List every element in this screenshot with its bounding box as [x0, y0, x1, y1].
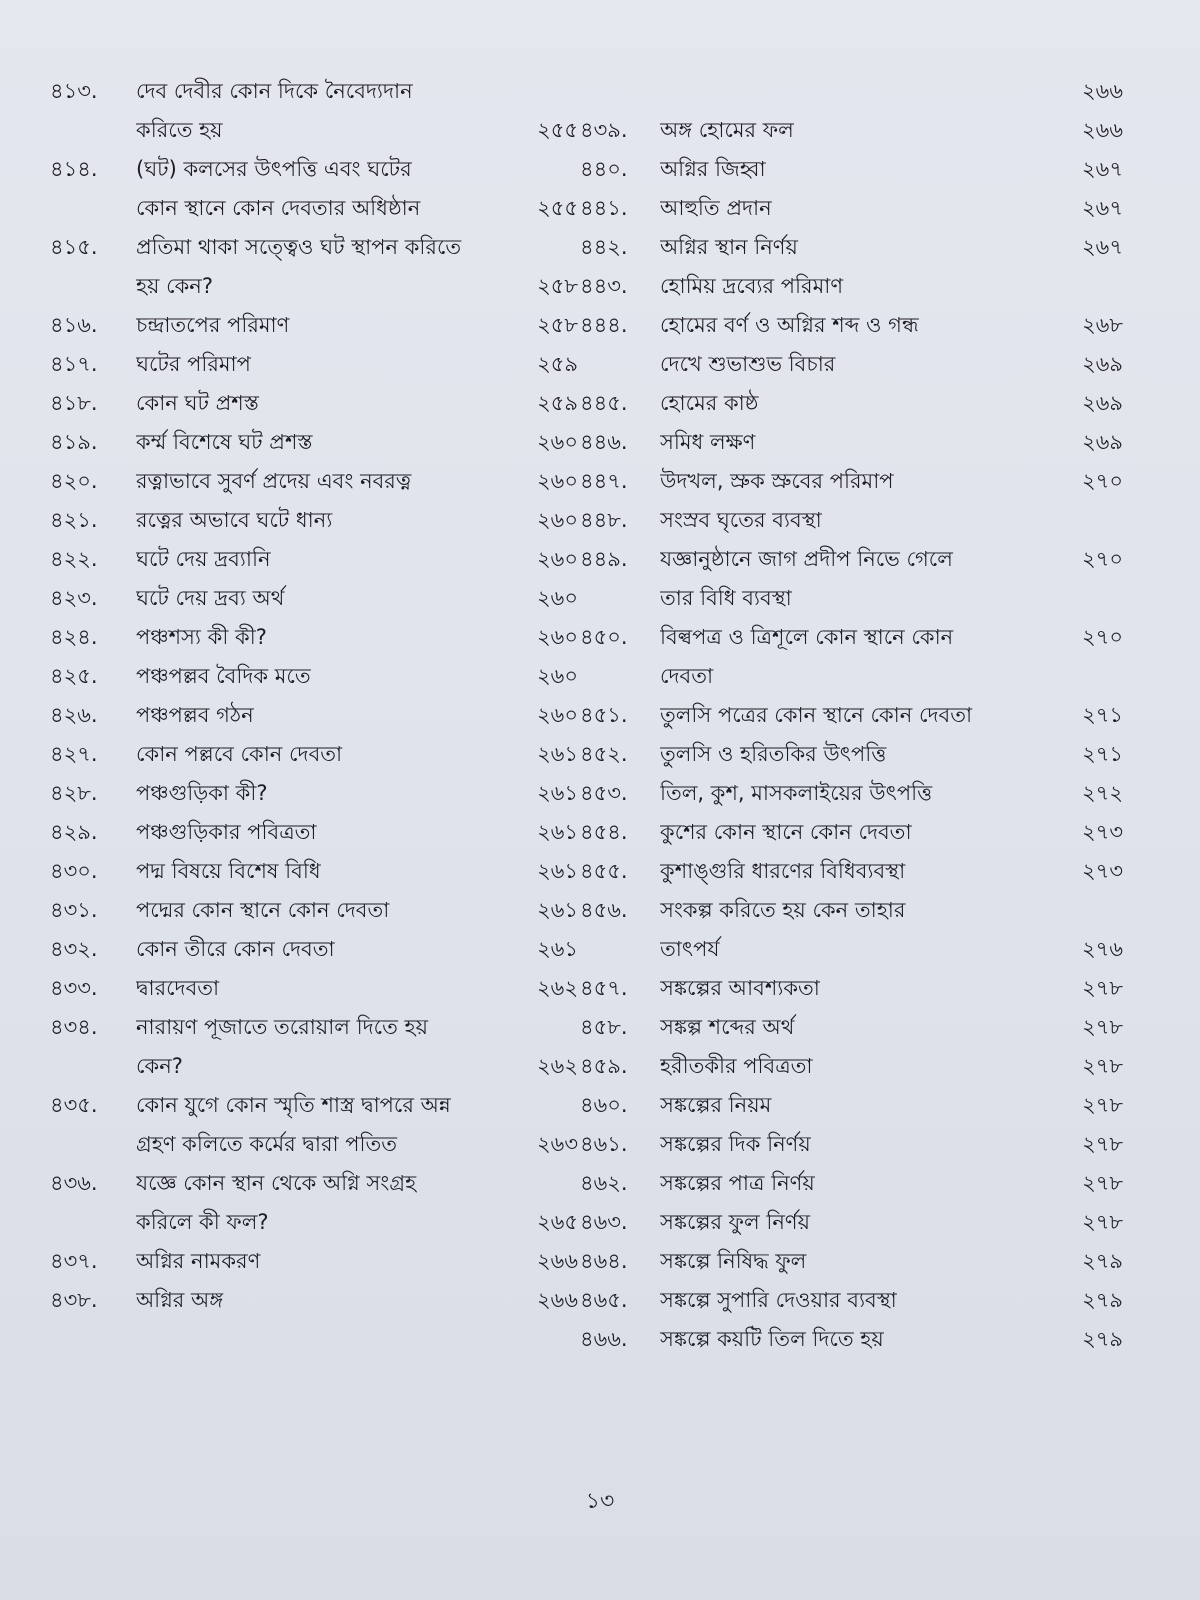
- entry-number: ৪১৬.: [50, 313, 98, 337]
- entry-number: ৪৩৬.: [50, 1171, 98, 1195]
- entry-page: ২৫৮: [537, 274, 578, 298]
- entry-title: হরীতকীর পবিত্রতা: [660, 1054, 813, 1078]
- entry-number: ৪৬৪.: [580, 1249, 628, 1273]
- entry-title: ঘটে দেয় দ্রব্য অর্থ: [136, 586, 285, 610]
- entry-page: ২৭৩: [1082, 820, 1123, 844]
- entry-page: ২৭২: [1082, 781, 1123, 805]
- toc-entry: [50, 267, 580, 306]
- entry-number: ৪৫৪.: [580, 820, 628, 844]
- entry-page: ২৭১: [1082, 742, 1123, 766]
- entry-title: কুশাঙ্গুরি ধারণের বিধিব্যবস্থা: [660, 859, 906, 883]
- entry-title: কেন?: [136, 1054, 183, 1078]
- entry-page: ২৫৫: [537, 118, 578, 142]
- entry-number: [50, 1125, 136, 1164]
- toc-entry: [580, 852, 1125, 891]
- entry-title: তিল, কুশ, মাসকলাইয়ের উৎপত্তি: [660, 781, 933, 805]
- toc-entry: [580, 1086, 1125, 1125]
- entry-number: ৪৬২.: [580, 1171, 628, 1195]
- entry-title: প্রতিমা থাকা সত্ত্বেও ঘট স্থাপন করিতে: [136, 235, 462, 259]
- entry-page: [1065, 267, 1125, 306]
- entry-page: [516, 150, 580, 189]
- entry-title: তার বিধি ব্যবস্থা: [660, 586, 792, 610]
- entry-number: ৪৫৯.: [580, 1054, 628, 1078]
- toc-entry: [50, 1047, 580, 1086]
- entry-number: ৪৩৮.: [50, 1288, 98, 1312]
- entry-title: অঙ্গ হোমের ফল: [660, 118, 794, 142]
- toc-entry: [580, 111, 1125, 150]
- entry-page: ২৭৮: [1082, 976, 1123, 1000]
- entry-page: ২৬৬: [537, 1288, 578, 1312]
- toc-entry: [580, 1164, 1125, 1203]
- entry-page: ২৭৯: [1082, 1327, 1123, 1351]
- toc-entry: [580, 423, 1125, 462]
- entry-page: ২৬০: [537, 703, 578, 727]
- toc-entry: [580, 696, 1125, 735]
- toc-entry: [50, 72, 580, 111]
- toc-entry: [50, 774, 580, 813]
- entry-page: ২৬২: [537, 976, 578, 1000]
- entry-page: ২৬৫: [537, 1210, 578, 1234]
- entry-page: ২৭৮: [1082, 1015, 1123, 1039]
- entry-page: ২৬০: [537, 625, 578, 649]
- entry-title: হয় কেন?: [136, 274, 213, 298]
- entry-number: [50, 111, 136, 150]
- entry-title: পঞ্চপল্লব গঠন: [136, 703, 254, 727]
- page-number: ১৩: [585, 1489, 615, 1514]
- entry-title: কোন ঘট প্রশস্ত: [136, 391, 259, 415]
- entry-title: দ্বারদেবতা: [136, 976, 220, 1000]
- entry-title: যজ্ঞানুষ্ঠানে জাগ প্রদীপ নিভে গেলে: [660, 547, 953, 571]
- toc-entry: [50, 1086, 580, 1125]
- entry-number: ৪২৪.: [50, 625, 98, 649]
- entry-title: (ঘট) কলসের উৎপত্তি এবং ঘটের: [136, 157, 412, 181]
- entry-page: ২৬৭: [1082, 196, 1123, 220]
- entry-number: ৪৪৬.: [580, 430, 628, 454]
- entry-page: ২৭০: [1082, 469, 1123, 493]
- entry-title: হোমিয় দ্রব্যের পরিমাণ: [660, 274, 844, 298]
- entry-number: ৪৫৮.: [580, 1015, 628, 1039]
- toc-entry: [50, 852, 580, 891]
- entry-number: ৪১৭.: [50, 352, 98, 376]
- entry-title: ঘটে দেয় দ্রব্যানি: [136, 547, 271, 571]
- toc-entry: [580, 813, 1125, 852]
- entry-title: কোন পল্লবে কোন দেবতা: [136, 742, 343, 766]
- entry-title: তাৎপর্য: [660, 937, 720, 961]
- toc-entry: [50, 1164, 580, 1203]
- entry-page: ২৬১: [537, 898, 578, 922]
- toc-entry: [50, 618, 580, 657]
- entry-number: ৪২৭.: [50, 742, 98, 766]
- toc-entry: [50, 501, 580, 540]
- toc-entry: [50, 579, 580, 618]
- entry-number: ৪৩৭.: [50, 1249, 98, 1273]
- toc-entry: [50, 228, 580, 267]
- toc-entry: [580, 345, 1125, 384]
- toc-entry: [580, 1008, 1125, 1047]
- entry-title: সঙ্কল্প শব্দের অর্থ: [660, 1015, 795, 1039]
- toc-entry: [50, 657, 580, 696]
- entry-page: ২৫৮: [537, 313, 578, 337]
- entry-page: [516, 1164, 580, 1203]
- entry-title: হোমের বর্ণ ও অগ্নির শব্দ ও গন্ধ: [660, 313, 919, 337]
- entry-page: ২৬৯: [1082, 391, 1123, 415]
- entry-number: [580, 930, 660, 969]
- entry-page: ২৭০: [1082, 547, 1123, 571]
- entry-title: সঙ্কল্পে কয়টি তিল দিতে হয়: [660, 1327, 884, 1351]
- entry-page: ২৭৮: [1082, 1054, 1123, 1078]
- entry-number: ৪৪৩.: [580, 274, 628, 298]
- toc-entry: [50, 540, 580, 579]
- toc-entry: [50, 696, 580, 735]
- entry-page: ২৬৬: [1082, 79, 1123, 103]
- toc-entry: [580, 150, 1125, 189]
- entry-page: [516, 228, 580, 267]
- entry-title: করিলে কী ফল?: [136, 1210, 269, 1234]
- toc-entry: [50, 969, 580, 1008]
- entry-title: কোন স্থানে কোন দেবতার অধিষ্ঠান: [136, 196, 421, 220]
- entry-number: ৪৬৫.: [580, 1288, 628, 1312]
- entry-page: ২৬১: [537, 859, 578, 883]
- entry-number: ৪৩৫.: [50, 1093, 98, 1117]
- entry-title: সঙ্কল্পে সুপারি দেওয়ার ব্যবস্থা: [660, 1288, 897, 1312]
- entry-page: ২৬৮: [1082, 313, 1123, 337]
- entry-number: ৪৪৫.: [580, 391, 628, 415]
- entry-page: ২৬১: [537, 937, 578, 961]
- toc-entry: [580, 1242, 1125, 1281]
- entry-number: ৪৬৬.: [580, 1327, 628, 1351]
- toc-entry: [580, 228, 1125, 267]
- entry-number: ৪২৬.: [50, 703, 98, 727]
- entry-number: ৪২৯.: [50, 820, 98, 844]
- entry-page: [1065, 891, 1125, 930]
- entry-page: ২৬১: [537, 742, 578, 766]
- entry-page: ২৬১: [537, 781, 578, 805]
- toc-entry: [580, 735, 1125, 774]
- entry-number: ৪৩১.: [50, 898, 98, 922]
- entry-number: ৪১৫.: [50, 235, 98, 259]
- entry-number: ৪৫২.: [580, 742, 628, 766]
- toc-entry: [50, 306, 580, 345]
- entry-title: সংস্রব ঘৃতের ব্যবস্থা: [660, 508, 822, 532]
- entry-title: ঘটের পরিমাপ: [136, 352, 251, 376]
- toc-entry: [580, 540, 1125, 579]
- entry-number: ৪১৯.: [50, 430, 98, 454]
- entry-page: ২৭৯: [1082, 1249, 1123, 1273]
- entry-page: ২৬৭: [1082, 235, 1123, 259]
- entry-number: ৪২০.: [50, 469, 98, 493]
- toc-entry: [580, 774, 1125, 813]
- entry-page: ২৬৬: [537, 1249, 578, 1273]
- entry-page: [516, 72, 580, 111]
- entry-title: রত্নাভাবে সুবর্ণ প্রদেয় এবং নবরত্ন: [136, 469, 412, 493]
- toc-entry: [50, 189, 580, 228]
- toc-entry: [580, 618, 1125, 657]
- entry-number: ৪২৫.: [50, 664, 98, 688]
- entry-title: দেখে শুভাশুভ বিচার: [660, 352, 836, 376]
- entry-page: ২৫৯: [537, 391, 578, 415]
- toc-entry: [580, 1203, 1125, 1242]
- entry-title: সঙ্কল্পের নিয়ম: [660, 1093, 772, 1117]
- entry-page: [1065, 657, 1125, 696]
- entry-title: দেব দেবীর কোন দিকে নৈবেদ্যদান: [136, 79, 413, 103]
- entry-title: হোমের কাষ্ঠ: [660, 391, 759, 415]
- entry-number: ৪৪৪.: [580, 313, 628, 337]
- entry-page: ২৬৭: [1082, 157, 1123, 181]
- entry-page: [1065, 579, 1125, 618]
- entry-number: ৪৩২.: [50, 937, 98, 961]
- entry-page: ২৬০: [537, 664, 578, 688]
- entry-page: ২৭০: [1082, 625, 1123, 649]
- entry-number: [50, 1203, 136, 1242]
- entry-number: ৪৩৯.: [580, 118, 628, 142]
- entry-title: সঙ্কল্পের পাত্র নির্ণয়: [660, 1171, 815, 1195]
- entry-number: ৪৫৩.: [580, 781, 628, 805]
- entry-title: সঙ্কল্পের আবশ্যকতা: [660, 976, 820, 1000]
- entry-title: করিতে হয়: [136, 118, 223, 142]
- entry-number: ৪৪৮.: [580, 508, 628, 532]
- entry-page: [1065, 501, 1125, 540]
- entry-number: ৪৫০.: [580, 625, 628, 649]
- entry-title: আহুতি প্রদান: [660, 196, 772, 220]
- toc-entry: [580, 72, 1125, 111]
- entry-page: ২৭৯: [1082, 1288, 1123, 1312]
- entry-title: উদখল, স্রুক স্রুবের পরিমাপ: [660, 469, 894, 493]
- entry-page: ২৬৬: [1082, 118, 1123, 142]
- entry-number: ৪২২.: [50, 547, 98, 571]
- toc-entry: [50, 891, 580, 930]
- entry-number: ৪৩৪.: [50, 1015, 98, 1039]
- toc-entry: [580, 189, 1125, 228]
- toc-entry: [50, 150, 580, 189]
- entry-title: নারায়ণ পূজাতে তরোয়াল দিতে হয়: [136, 1015, 428, 1039]
- entry-number: ৪৪১.: [580, 196, 628, 220]
- entry-number: ৪৪২.: [580, 235, 628, 259]
- toc-entry: [580, 1047, 1125, 1086]
- entry-number: ৪৬৩.: [580, 1210, 628, 1234]
- entry-number: ৪১৩.: [50, 79, 98, 103]
- entry-title: গ্রহণ কলিতে কর্মের দ্বারা পতিত: [136, 1132, 398, 1156]
- entry-title: কুশের কোন স্থানে কোন দেবতা: [660, 820, 912, 844]
- entry-number: ৪৪৭.: [580, 469, 628, 493]
- toc-entry: [50, 1281, 580, 1320]
- toc-entry: [580, 384, 1125, 423]
- entry-number: ৪৬১.: [580, 1132, 628, 1156]
- toc-entry: [50, 423, 580, 462]
- entry-page: ২৬১: [537, 820, 578, 844]
- entry-number: [50, 267, 136, 306]
- entry-title: সংকল্প করিতে হয় কেন তাহার: [660, 898, 906, 922]
- entry-title: তুলসি পত্রের কোন স্থানে কোন দেবতা: [660, 703, 973, 727]
- entry-title: সঙ্কল্পের ফুল নির্ণয়: [660, 1210, 810, 1234]
- entry-number: ৪৬০.: [580, 1093, 628, 1117]
- entry-title: সঙ্কল্পের দিক নির্ণয়: [660, 1132, 811, 1156]
- entry-title: কোন তীরে কোন দেবতা: [136, 937, 335, 961]
- entry-number: ৪২১.: [50, 508, 98, 532]
- entry-title: যজ্ঞে কোন স্থান থেকে অগ্নি সংগ্রহ: [136, 1171, 417, 1195]
- entry-title: রত্নের অভাবে ঘটে ধান্য: [136, 508, 333, 532]
- toc-entry: [580, 1320, 1125, 1359]
- entry-title: পদ্মের কোন স্থানে কোন দেবতা: [136, 898, 390, 922]
- entry-title: বিল্বপত্র ও ত্রিশূলে কোন স্থানে কোন: [660, 625, 954, 649]
- entry-title: পদ্ম বিষয়ে বিশেষ বিধি: [136, 859, 321, 883]
- entry-page: ২৬০: [537, 430, 578, 454]
- entry-number: ৪৫১.: [580, 703, 628, 727]
- toc-entry: [50, 735, 580, 774]
- toc-entry: [50, 930, 580, 969]
- toc-entry: [50, 1008, 580, 1047]
- entry-page: ২৬৩: [537, 1132, 578, 1156]
- toc-entry: [580, 462, 1125, 501]
- entry-title: সমিধ লক্ষণ: [660, 430, 756, 454]
- entry-number: [580, 72, 660, 111]
- entry-page: ২৫৫: [537, 196, 578, 220]
- entry-title: চন্দ্রাতপের পরিমাণ: [136, 313, 290, 337]
- entry-page: ২৭১: [1082, 703, 1123, 727]
- entry-number: ৪১৪.: [50, 157, 98, 181]
- toc-entry: [50, 345, 580, 384]
- entry-page: ২৬০: [537, 469, 578, 493]
- entry-title: কর্ম্ম বিশেষে ঘট প্রশস্ত: [136, 430, 313, 454]
- entry-number: [580, 345, 660, 384]
- toc-entry: [580, 579, 1125, 618]
- entry-number: ৪৪০.: [580, 157, 628, 181]
- entry-title: দেবতা: [660, 664, 714, 688]
- toc-entry: [580, 1281, 1125, 1320]
- entry-number: ৪৫৭.: [580, 976, 628, 1000]
- toc-entry: [580, 657, 1125, 696]
- entry-number: ৪৫৬.: [580, 898, 628, 922]
- entry-title: পঞ্চশস্য কী কী?: [136, 625, 267, 649]
- toc-entry: [50, 1203, 580, 1242]
- toc-right-column: [580, 72, 1125, 1359]
- toc-entry: [50, 813, 580, 852]
- entry-number: ৪৪৯.: [580, 547, 628, 571]
- entry-number: ৪৩০.: [50, 859, 98, 883]
- toc-entry: [580, 501, 1125, 540]
- toc-entry: [580, 267, 1125, 306]
- entry-title: সঙ্কল্পে নিষিদ্ধ ফুল: [660, 1249, 807, 1273]
- entry-page: ২৫৯: [537, 352, 578, 376]
- entry-page: [516, 1086, 580, 1125]
- entry-page: ২৭৮: [1082, 1093, 1123, 1117]
- toc-entry: [580, 969, 1125, 1008]
- entry-number: ৪৩৩.: [50, 976, 98, 1000]
- entry-number: ৪৫৫.: [580, 859, 628, 883]
- entry-page: ২৬০: [537, 586, 578, 610]
- entry-number: [50, 1047, 136, 1086]
- entry-page: ২৬০: [537, 547, 578, 571]
- entry-title: তুলসি ও হরিতকির উৎপত্তি: [660, 742, 887, 766]
- entry-title: কোন যুগে কোন স্মৃতি শাস্ত্র দ্বাপরে অন্ন: [136, 1093, 451, 1117]
- entry-title: অগ্নির নামকরণ: [136, 1249, 261, 1273]
- entry-page: ২৭৮: [1082, 1171, 1123, 1195]
- toc-left-column: [50, 72, 580, 1320]
- entry-title: পঞ্চগুড়িকা কী?: [136, 781, 268, 805]
- toc-entry: [580, 891, 1125, 930]
- entry-number: ৪২৩.: [50, 586, 98, 610]
- entry-page: ২৭৮: [1082, 1132, 1123, 1156]
- toc-entry: [580, 1125, 1125, 1164]
- entry-title: অগ্নির জিহ্বা: [660, 157, 766, 181]
- toc-entry: [580, 930, 1125, 969]
- entry-page: ২৬২: [537, 1054, 578, 1078]
- entry-page: ২৬৯: [1082, 430, 1123, 454]
- entry-title: পঞ্চগুড়িকার পবিত্রতা: [136, 820, 317, 844]
- entry-page: [516, 1008, 580, 1047]
- toc-entry: [50, 462, 580, 501]
- entry-title: পঞ্চপল্লব বৈদিক মতে: [136, 664, 311, 688]
- entry-title: [660, 72, 1065, 111]
- entry-number: [50, 189, 136, 228]
- entry-title: অগ্নির স্থান নির্ণয়: [660, 235, 798, 259]
- toc-entry: [50, 1125, 580, 1164]
- toc-entry: [50, 111, 580, 150]
- entry-number: ৪১৮.: [50, 391, 98, 415]
- entry-page: ২৬০: [537, 508, 578, 532]
- entry-title: অগ্নির অঙ্গ: [136, 1288, 224, 1312]
- entry-page: ২৬৯: [1082, 352, 1123, 376]
- toc-entry: [580, 306, 1125, 345]
- entry-number: [580, 579, 660, 618]
- entry-page: ২৭৬: [1082, 937, 1123, 961]
- entry-page: ২৭৮: [1082, 1210, 1123, 1234]
- entry-page: ২৭৩: [1082, 859, 1123, 883]
- toc-entry: [50, 1242, 580, 1281]
- entry-number: ৪২৮.: [50, 781, 98, 805]
- entry-number: [580, 657, 660, 696]
- toc-entry: [50, 384, 580, 423]
